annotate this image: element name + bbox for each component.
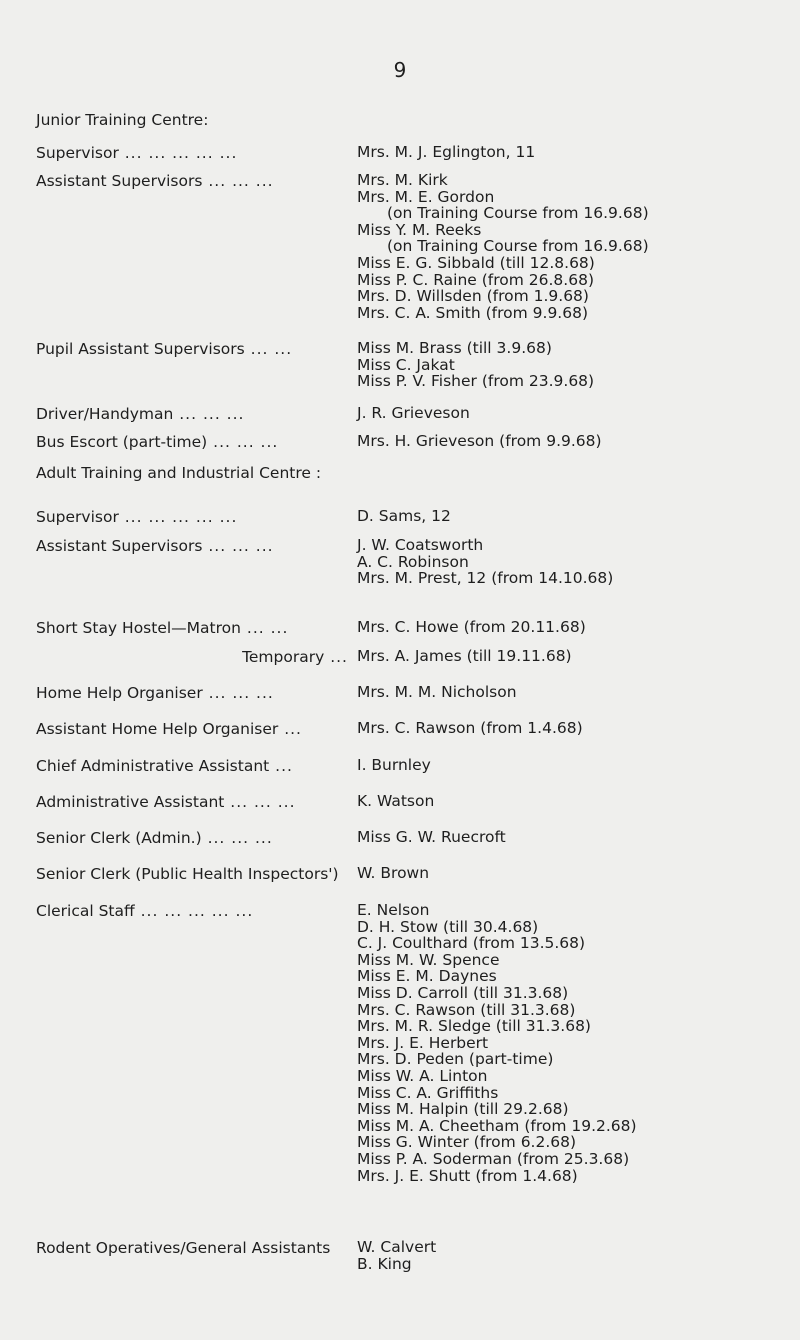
staff-name: Miss P. V. Fisher (from 23.9.68)	[357, 372, 595, 391]
staff-names	[357, 508, 797, 525]
staff-names	[357, 619, 797, 636]
leader-dots: ... ... ...	[202, 537, 274, 555]
staff-name: Miss Y. M. Reeks	[357, 220, 482, 239]
role-label	[36, 619, 348, 637]
staff-name: Mrs. M. E. Gordon	[357, 187, 495, 206]
staff-names	[357, 793, 797, 810]
role-label	[36, 902, 348, 920]
leader-dots: ... ...	[244, 340, 293, 358]
staff-names	[357, 865, 797, 882]
staff-name: K. Watson	[357, 792, 435, 810]
staff-names	[357, 1239, 797, 1272]
section-heading: Adult Training and Industrial Centre :	[36, 464, 322, 482]
staff-name: W. Calvert	[357, 1238, 437, 1256]
role-title: Rodent Operatives/General Assistants	[36, 1239, 331, 1257]
staff-name: Miss M. A. Cheetham (from 19.2.68)	[357, 1116, 637, 1135]
staff-name: Mrs. M. J. Eglington, 11	[357, 143, 536, 161]
staff-name: Mrs. A. James (till 19.11.68)	[357, 647, 572, 665]
staff-names	[357, 829, 797, 846]
staff-name: C. J. Coulthard (from 13.5.68)	[357, 934, 586, 953]
leader-dots: ... ... ... ... ...	[118, 144, 238, 162]
staff-name: Miss M. Brass (till 3.9.68)	[357, 339, 552, 357]
role-title: Bus Escort (part-time)	[36, 433, 208, 451]
role-title: Clerical Staff	[36, 902, 135, 920]
leader-dots: ... ... ...	[202, 172, 274, 190]
staff-names	[357, 340, 797, 390]
staff-name: Miss M. W. Spence	[357, 950, 500, 969]
section-heading: Junior Training Centre:	[36, 111, 209, 129]
role-title: Temporary	[242, 648, 325, 666]
staff-name: Mrs. M. R. Sledge (till 31.3.68)	[357, 1017, 591, 1036]
staff-name: Miss C. Jakat	[357, 355, 455, 374]
leader-dots: ... ... ...	[201, 829, 273, 847]
staff-name: (on Training Course from 16.9.68)	[387, 204, 649, 223]
staff-name: (on Training Course from 16.9.68)	[387, 237, 649, 256]
staff-name: Mrs. M. Kirk	[357, 171, 448, 189]
staff-names	[357, 172, 797, 321]
role-label	[36, 405, 348, 423]
role-label	[36, 144, 348, 162]
staff-names	[357, 757, 797, 774]
role-label	[36, 720, 348, 738]
role-label	[36, 508, 348, 526]
staff-name: I. Burnley	[357, 756, 431, 774]
role-label	[36, 648, 348, 666]
staff-name: Miss G. W. Ruecroft	[357, 828, 506, 846]
staff-name: Miss M. Halpin (till 29.2.68)	[357, 1100, 569, 1119]
leader-dots: ... ... ... ... ...	[118, 508, 238, 526]
role-label	[36, 684, 348, 702]
staff-name: Mrs. M. M. Nicholson	[357, 683, 517, 701]
leader-dots: ...	[269, 757, 293, 775]
staff-name: D. H. Stow (till 30.4.68)	[357, 917, 539, 936]
staff-name: Miss D. Carroll (till 31.3.68)	[357, 983, 569, 1002]
staff-names	[357, 648, 797, 665]
staff-name: Mrs. C. A. Smith (from 9.9.68)	[357, 303, 589, 322]
staff-name: Mrs. C. Rawson (from 1.4.68)	[357, 719, 583, 737]
staff-names	[357, 405, 797, 422]
role-label	[36, 340, 348, 358]
role-title: Administrative Assistant	[36, 793, 225, 811]
role-title: Assistant Supervisors	[36, 172, 203, 190]
staff-name: Miss C. A. Griffiths	[357, 1083, 499, 1102]
leader-dots: ... ...	[240, 619, 289, 637]
staff-name: Mrs. D. Willsden (from 1.9.68)	[357, 287, 589, 306]
role-title: Driver/Handyman	[36, 405, 174, 423]
role-label	[36, 829, 348, 847]
staff-names	[357, 902, 797, 1184]
staff-name: Mrs. H. Grieveson (from 9.9.68)	[357, 432, 602, 450]
role-label	[36, 537, 348, 555]
leader-dots: ...	[324, 648, 348, 666]
leader-dots: ... ... ...	[224, 793, 296, 811]
staff-name: Mrs. J. E. Herbert	[357, 1033, 489, 1052]
staff-name: Mrs. J. E. Shutt (from 1.4.68)	[357, 1166, 578, 1185]
role-title: Assistant Supervisors	[36, 537, 203, 555]
role-title: Chief Administrative Assistant	[36, 757, 270, 775]
role-label	[36, 793, 348, 811]
leader-dots: ... ... ... ... ...	[134, 902, 254, 920]
leader-dots: ... ... ...	[202, 684, 274, 702]
leader-dots: ...	[278, 720, 302, 738]
staff-names	[357, 684, 797, 701]
role-title: Assistant Home Help Organiser	[36, 720, 279, 738]
role-title: Home Help Organiser	[36, 684, 203, 702]
staff-name: Mrs. C. Rawson (till 31.3.68)	[357, 1000, 576, 1019]
staff-name: Miss P. C. Raine (from 26.8.68)	[357, 270, 594, 289]
leader-dots: ... ... ...	[173, 405, 245, 423]
staff-names	[357, 537, 797, 587]
role-title: Pupil Assistant Supervisors	[36, 340, 245, 358]
staff-name: Miss E. G. Sibbald (till 12.8.68)	[357, 253, 595, 272]
staff-name: J. R. Grieveson	[357, 404, 470, 422]
staff-name: J. W. Coatsworth	[357, 536, 484, 554]
role-label	[36, 1239, 348, 1257]
staff-names	[357, 720, 797, 737]
leader-dots: ... ... ...	[207, 433, 279, 451]
staff-name: Mrs. M. Prest, 12 (from 14.10.68)	[357, 569, 614, 588]
role-label	[36, 433, 348, 451]
staff-name: Miss W. A. Linton	[357, 1066, 488, 1085]
staff-name: Miss E. M. Daynes	[357, 967, 497, 986]
staff-names	[357, 433, 797, 450]
staff-name: A. C. Robinson	[357, 552, 469, 571]
role-label	[36, 865, 348, 883]
page-number: 9	[393, 58, 407, 82]
role-title: Senior Clerk (Admin.)	[36, 829, 202, 847]
staff-names	[357, 144, 797, 161]
staff-name: Miss P. A. Soderman (from 25.3.68)	[357, 1149, 630, 1168]
staff-name: W. Brown	[357, 864, 430, 882]
staff-name: Miss G. Winter (from 6.2.68)	[357, 1133, 577, 1152]
staff-name: Mrs. D. Peden (part-time)	[357, 1050, 554, 1069]
staff-name: E. Nelson	[357, 901, 430, 919]
staff-name: D. Sams, 12	[357, 507, 451, 525]
role-label	[36, 757, 348, 775]
role-label	[36, 172, 348, 190]
staff-name: B. King	[357, 1254, 412, 1273]
role-title: Supervisor	[36, 508, 119, 526]
role-title: Short Stay Hostel—Matron	[36, 619, 241, 637]
staff-name: Mrs. C. Howe (from 20.11.68)	[357, 618, 586, 636]
role-title: Supervisor	[36, 144, 119, 162]
role-title: Senior Clerk (Public Health Inspectors')	[36, 865, 339, 883]
